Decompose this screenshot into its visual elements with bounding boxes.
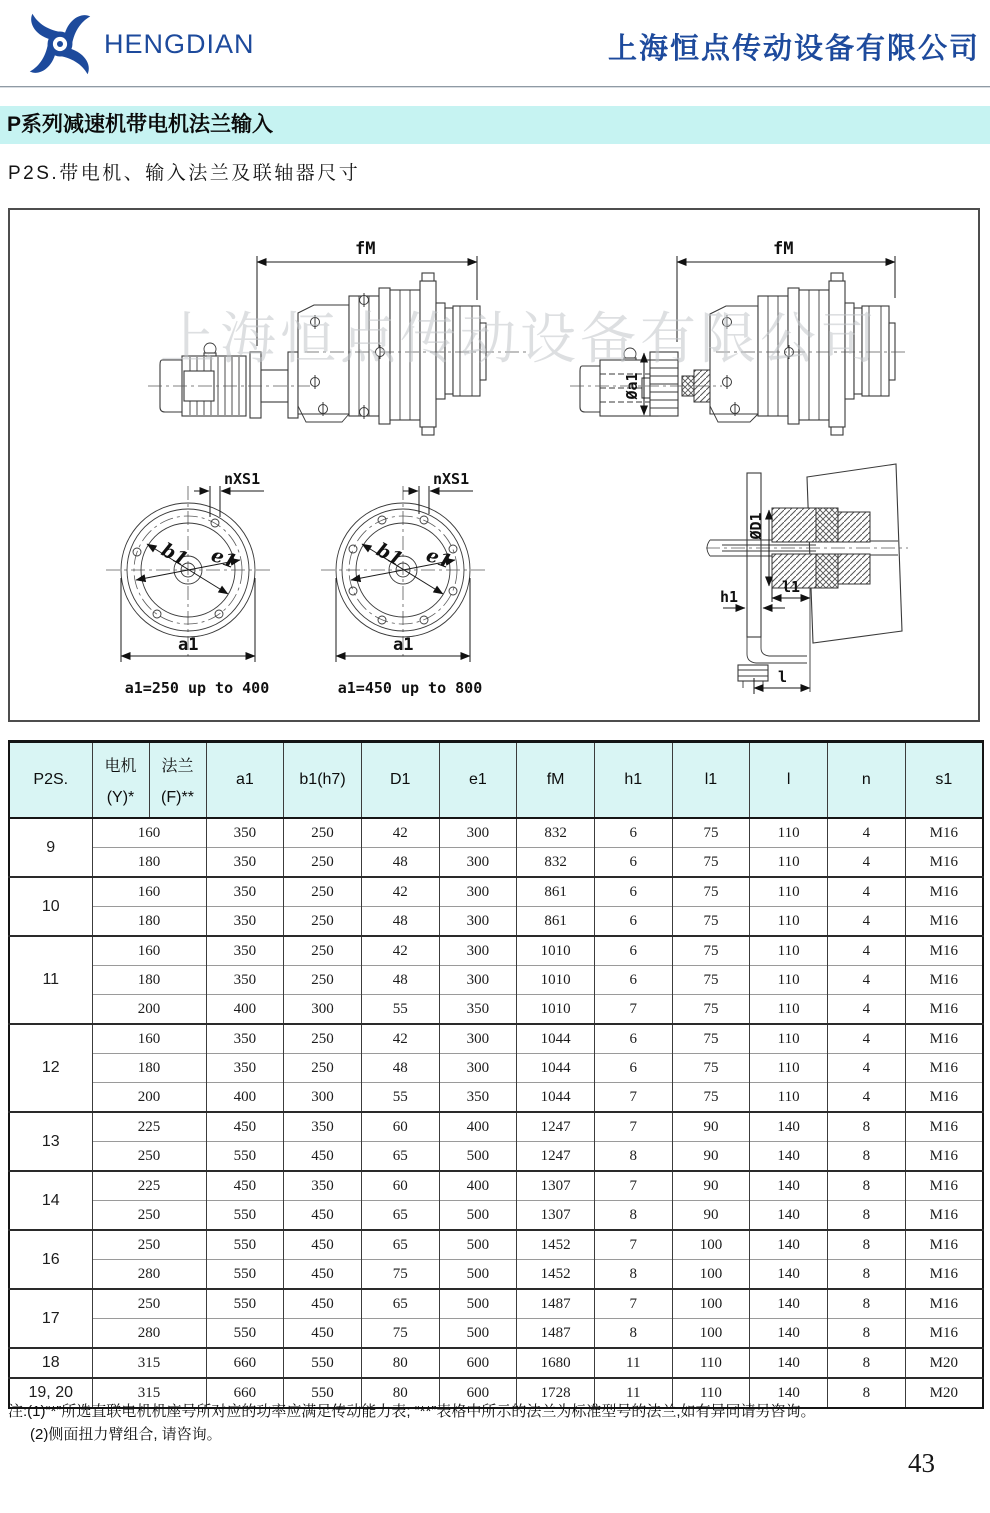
dim-cell: 250 [284, 848, 362, 878]
dim-cell: 550 [206, 1230, 284, 1260]
motor-size-cell: 315 [92, 1348, 206, 1378]
dim-cell: M16 [905, 1201, 983, 1231]
dim-cell: 1307 [517, 1201, 595, 1231]
dim-cell: 100 [672, 1319, 750, 1349]
dim-cell: 42 [361, 877, 439, 907]
dim-cell: 550 [284, 1378, 362, 1408]
dim-cell: 110 [672, 1348, 750, 1378]
dim-cell: 1680 [517, 1348, 595, 1378]
dim-cell: 550 [206, 1289, 284, 1319]
dim-cell: M16 [905, 995, 983, 1025]
dim-cell: 110 [750, 966, 828, 995]
col-header-l: l [750, 742, 828, 819]
motor-size-cell: 250 [92, 1289, 206, 1319]
dim-cell: M16 [905, 1024, 983, 1054]
dim-cell: 300 [439, 907, 517, 937]
table-row [9, 818, 983, 848]
dim-cell: 8 [828, 1201, 906, 1231]
table-row [9, 1083, 983, 1113]
dim-cell: 4 [828, 995, 906, 1025]
dim-cell: 1010 [517, 995, 595, 1025]
size-cell: 17 [9, 1289, 92, 1348]
dim-cell: M16 [905, 848, 983, 878]
dim-cell: 4 [828, 848, 906, 878]
dim-cell: 6 [594, 936, 672, 966]
dim-cell: 4 [828, 877, 906, 907]
dim-cell: 140 [750, 1378, 828, 1408]
motor-size-cell: 180 [92, 907, 206, 937]
dim-cell: 48 [361, 966, 439, 995]
dim-cell: 110 [750, 1054, 828, 1083]
dim-cell: M16 [905, 1230, 983, 1260]
dim-cell: 8 [594, 1201, 672, 1231]
dim-cell: 6 [594, 818, 672, 848]
dim-cell: 400 [206, 1083, 284, 1113]
motor-size-cell: 160 [92, 1024, 206, 1054]
l-label: l [778, 668, 788, 686]
col-header-flange: 法兰 (F)** [149, 742, 206, 819]
motor-size-cell: 160 [92, 818, 206, 848]
dim-cell: 7 [594, 1112, 672, 1142]
motor-size-cell: 180 [92, 848, 206, 878]
dim-cell: 6 [594, 877, 672, 907]
dim-cell: 500 [439, 1201, 517, 1231]
dim-cell: 110 [750, 1024, 828, 1054]
dim-cell: 4 [828, 1054, 906, 1083]
dim-cell: 65 [361, 1201, 439, 1231]
dim-cell: 80 [361, 1348, 439, 1378]
dimension-table [8, 740, 984, 1409]
dim-cell: 110 [750, 848, 828, 878]
dim-cell: 450 [206, 1112, 284, 1142]
flange-front-view-small [106, 470, 270, 697]
table-row [9, 1201, 983, 1231]
table-row [9, 1348, 983, 1378]
a1-label-left: a1 [178, 635, 199, 655]
dim-cell: 1307 [517, 1171, 595, 1201]
dim-cell: 450 [284, 1289, 362, 1319]
dim-cell: 1487 [517, 1319, 595, 1349]
dim-cell: 350 [206, 936, 284, 966]
dim-cell: 8 [594, 1142, 672, 1172]
col-header-h1: h1 [594, 742, 672, 819]
col-header-d1: D1 [361, 742, 439, 819]
dim-cell: 75 [672, 1024, 750, 1054]
dim-cell: 861 [517, 877, 595, 907]
dim-cell: 250 [284, 818, 362, 848]
dim-cell: 550 [206, 1260, 284, 1290]
dim-cell: 75 [361, 1319, 439, 1349]
dim-cell: 11 [594, 1348, 672, 1378]
dim-cell: 90 [672, 1112, 750, 1142]
dim-cell: M20 [905, 1348, 983, 1378]
dim-cell: M20 [905, 1378, 983, 1408]
dim-cell: 550 [284, 1348, 362, 1378]
dim-cell: 300 [284, 1083, 362, 1113]
dim-cell: M16 [905, 818, 983, 848]
dim-cell: 400 [206, 995, 284, 1025]
a1-label-right: a1 [393, 635, 414, 655]
dim-cell: 400 [439, 1112, 517, 1142]
motor-size-cell: 280 [92, 1260, 206, 1290]
dim-cell: 1247 [517, 1142, 595, 1172]
table-body [9, 818, 983, 1408]
table-row [9, 1112, 983, 1142]
company-logo [28, 12, 255, 76]
col-header-fm: fM [517, 742, 595, 819]
dim-cell: 7 [594, 995, 672, 1025]
dim-cell: 350 [439, 1083, 517, 1113]
dim-cell: 8 [828, 1378, 906, 1408]
table-row [9, 936, 983, 966]
motor-size-cell: 180 [92, 1054, 206, 1083]
dim-cell: 300 [439, 877, 517, 907]
dim-cell: 90 [672, 1142, 750, 1172]
dim-cell: 42 [361, 936, 439, 966]
fm-label-right: fM [773, 239, 794, 259]
dim-cell: 8 [828, 1230, 906, 1260]
dim-cell: 660 [206, 1348, 284, 1378]
dim-cell: 300 [439, 1024, 517, 1054]
motor-size-cell: 200 [92, 995, 206, 1025]
dim-cell: 4 [828, 1024, 906, 1054]
technical-drawing [10, 210, 978, 720]
pinwheel-logo-icon [28, 12, 92, 76]
dim-cell: 660 [206, 1378, 284, 1408]
dim-cell: 300 [439, 1054, 517, 1083]
dim-cell: 75 [361, 1260, 439, 1290]
dim-cell: 6 [594, 966, 672, 995]
dim-cell: 250 [284, 1024, 362, 1054]
dim-cell: 75 [672, 848, 750, 878]
dim-cell: 7 [594, 1289, 672, 1319]
od1-label: ØD1 [747, 512, 765, 540]
dim-cell: 140 [750, 1142, 828, 1172]
dim-cell: 450 [284, 1319, 362, 1349]
dim-cell: 350 [439, 995, 517, 1025]
dim-cell: 7 [594, 1230, 672, 1260]
dim-cell: 500 [439, 1289, 517, 1319]
dim-cell: 350 [206, 1054, 284, 1083]
table-row [9, 877, 983, 907]
nxs1-label-left: nXS1 [224, 470, 261, 488]
footnote-2: (2)侧面扭力臂组合, 请咨询。 [30, 1426, 222, 1443]
dim-cell: 500 [439, 1230, 517, 1260]
dim-cell: 832 [517, 818, 595, 848]
dim-cell: 110 [750, 995, 828, 1025]
dim-cell: 65 [361, 1230, 439, 1260]
dim-cell: 75 [672, 1083, 750, 1113]
dim-cell: 300 [439, 818, 517, 848]
e1-label: e1 [423, 544, 455, 574]
dim-cell: 6 [594, 1024, 672, 1054]
dim-cell: 75 [672, 877, 750, 907]
size-cell: 13 [9, 1112, 92, 1171]
dim-cell: 42 [361, 818, 439, 848]
dim-cell: 550 [206, 1319, 284, 1349]
size-cell: 19, 20 [9, 1378, 92, 1408]
motor-size-cell: 280 [92, 1319, 206, 1349]
watermark: 上海恒点传动设备有限公司 [160, 307, 880, 372]
col-header-b1h7: b1(h7) [284, 742, 362, 819]
footnotes [8, 1402, 980, 1445]
dim-cell: 8 [594, 1319, 672, 1349]
dim-cell: 100 [672, 1289, 750, 1319]
dim-cell: 6 [594, 848, 672, 878]
dim-cell: 450 [206, 1171, 284, 1201]
dim-cell: 1010 [517, 936, 595, 966]
dim-cell: M16 [905, 1142, 983, 1172]
table-header-row [9, 742, 983, 819]
dim-cell: 500 [439, 1260, 517, 1290]
dim-cell: 600 [439, 1348, 517, 1378]
dim-cell: 48 [361, 907, 439, 937]
dim-cell: 140 [750, 1230, 828, 1260]
size-cell: 14 [9, 1171, 92, 1230]
dim-cell: 861 [517, 907, 595, 937]
dim-cell: 65 [361, 1289, 439, 1319]
dim-cell: 8 [828, 1260, 906, 1290]
dim-cell: 250 [284, 877, 362, 907]
motor-size-cell: 250 [92, 1142, 206, 1172]
dim-cell: 11 [594, 1378, 672, 1408]
dim-cell: 350 [206, 877, 284, 907]
dim-cell: 140 [750, 1201, 828, 1231]
motor-size-cell: 315 [92, 1378, 206, 1408]
dim-cell: 250 [284, 1054, 362, 1083]
dim-cell: 75 [672, 966, 750, 995]
dim-cell: 110 [672, 1378, 750, 1408]
dim-cell: 1044 [517, 1054, 595, 1083]
caption-right: a1=450 up to 800 [337, 679, 483, 697]
dim-cell: M16 [905, 1289, 983, 1319]
dim-cell: 250 [284, 907, 362, 937]
dim-cell: 350 [206, 848, 284, 878]
technical-drawing-panel [8, 208, 980, 722]
dim-cell: M16 [905, 1112, 983, 1142]
coupling-detail-view [706, 464, 908, 694]
dim-cell: 110 [750, 907, 828, 937]
dim-cell: 140 [750, 1319, 828, 1349]
col-header-l1: l1 [672, 742, 750, 819]
table-row [9, 1024, 983, 1054]
dim-cell: 140 [750, 1289, 828, 1319]
col-header-s1: s1 [905, 742, 983, 819]
dim-cell: 550 [206, 1201, 284, 1231]
table-row [9, 1171, 983, 1201]
size-cell: 10 [9, 877, 92, 936]
table-row [9, 1142, 983, 1172]
dim-cell: 600 [439, 1378, 517, 1408]
oa1-label: Øa1 [623, 372, 641, 400]
company-name: 上海恒点传动设备有限公司 [607, 33, 980, 65]
col-header-a1: a1 [206, 742, 284, 819]
dim-cell: 450 [284, 1201, 362, 1231]
size-cell: 11 [9, 936, 92, 1024]
dim-cell: 500 [439, 1319, 517, 1349]
dim-cell: 350 [206, 966, 284, 995]
nxs1-label-right: nXS1 [433, 470, 470, 488]
section-subtitle: P2S.带电机、输入法兰及联轴器尺寸 [8, 163, 361, 184]
motor-size-cell: 250 [92, 1201, 206, 1231]
size-cell: 12 [9, 1024, 92, 1112]
dim-cell: 1452 [517, 1230, 595, 1260]
dim-cell: 100 [672, 1260, 750, 1290]
table-row [9, 995, 983, 1025]
dim-cell: 6 [594, 1054, 672, 1083]
dim-cell: 300 [439, 966, 517, 995]
dim-cell: 1044 [517, 1024, 595, 1054]
dim-cell: 350 [206, 1024, 284, 1054]
flange-front-view-large [321, 470, 485, 697]
dim-cell: 140 [750, 1348, 828, 1378]
dim-cell: 42 [361, 1024, 439, 1054]
dim-cell: M16 [905, 1083, 983, 1113]
dim-cell: 8 [828, 1319, 906, 1349]
size-cell: 9 [9, 818, 92, 877]
dim-cell: 500 [439, 1142, 517, 1172]
l1-label: l1 [782, 578, 801, 596]
dim-cell: 450 [284, 1260, 362, 1290]
dim-cell: 832 [517, 848, 595, 878]
dim-cell: M16 [905, 1054, 983, 1083]
table-row [9, 966, 983, 995]
dim-cell: 8 [594, 1260, 672, 1290]
table-row [9, 1260, 983, 1290]
dim-cell: 75 [672, 818, 750, 848]
b1-label: b1 [372, 538, 407, 571]
motor-size-cell: 250 [92, 1230, 206, 1260]
dim-cell: M16 [905, 907, 983, 937]
dim-cell: M16 [905, 877, 983, 907]
dim-cell: 75 [672, 936, 750, 966]
dim-cell: 8 [828, 1112, 906, 1142]
motor-size-cell: 225 [92, 1171, 206, 1201]
dim-cell: 300 [439, 936, 517, 966]
header-divider [0, 86, 990, 88]
dim-cell: 1010 [517, 966, 595, 995]
dim-cell: 450 [284, 1142, 362, 1172]
motor-size-cell: 225 [92, 1112, 206, 1142]
logo-text: HENGDIAN [104, 28, 255, 59]
dim-cell: 8 [828, 1171, 906, 1201]
dim-cell: 350 [206, 907, 284, 937]
dim-cell: 110 [750, 936, 828, 966]
footnote-1: 注:(1)“*”所选直联电机机座号所对应的功率应满足传动能力表; “**”表格中所示的法兰为标准型号的法兰,如有异同请另咨询。 [8, 1403, 816, 1420]
dim-cell: 140 [750, 1112, 828, 1142]
dim-cell: 1728 [517, 1378, 595, 1408]
dim-cell: 48 [361, 1054, 439, 1083]
dim-cell: M16 [905, 1171, 983, 1201]
size-cell: 16 [9, 1230, 92, 1289]
dim-cell: 450 [284, 1230, 362, 1260]
col-header-p2s: P2S. [9, 742, 92, 819]
dim-cell: 90 [672, 1171, 750, 1201]
dim-cell: 7 [594, 1083, 672, 1113]
dim-cell: 80 [361, 1378, 439, 1408]
dim-cell: 48 [361, 848, 439, 878]
dim-cell: 300 [439, 848, 517, 878]
dim-cell: 1452 [517, 1260, 595, 1290]
dim-cell: 60 [361, 1112, 439, 1142]
dim-cell: 400 [439, 1171, 517, 1201]
col-header-e1: e1 [439, 742, 517, 819]
dim-cell: 100 [672, 1230, 750, 1260]
dim-cell: 75 [672, 1054, 750, 1083]
h1-label: h1 [720, 588, 739, 606]
dim-cell: 250 [284, 936, 362, 966]
dim-cell: 140 [750, 1260, 828, 1290]
dim-cell: 110 [750, 877, 828, 907]
fm-label-left: fM [355, 239, 376, 259]
dim-cell: 75 [672, 907, 750, 937]
dim-cell: 55 [361, 995, 439, 1025]
motor-size-cell: 180 [92, 966, 206, 995]
col-header-n: n [828, 742, 906, 819]
dim-cell: 6 [594, 907, 672, 937]
table-row [9, 907, 983, 937]
dim-cell: 4 [828, 936, 906, 966]
dim-cell: M16 [905, 1319, 983, 1349]
dim-cell: 1044 [517, 1083, 595, 1113]
table-row [9, 1230, 983, 1260]
dim-cell: M16 [905, 936, 983, 966]
dim-cell: 8 [828, 1348, 906, 1378]
dim-cell: 110 [750, 1083, 828, 1113]
dim-cell: 140 [750, 1171, 828, 1201]
dim-cell: 300 [284, 995, 362, 1025]
dim-cell: 75 [672, 995, 750, 1025]
dim-cell: 7 [594, 1171, 672, 1201]
col-header-motor: 电机 (Y)* [92, 742, 149, 819]
dim-cell: 110 [750, 818, 828, 848]
dim-cell: 1247 [517, 1112, 595, 1142]
dim-cell: M16 [905, 1260, 983, 1290]
table-row [9, 1319, 983, 1349]
dim-cell: 4 [828, 818, 906, 848]
motor-size-cell: 200 [92, 1083, 206, 1113]
size-cell: 18 [9, 1348, 92, 1378]
dim-cell: 1487 [517, 1289, 595, 1319]
dim-cell: 350 [284, 1112, 362, 1142]
dim-cell: 60 [361, 1171, 439, 1201]
page-number: 43 [908, 1448, 935, 1478]
dim-cell: 65 [361, 1142, 439, 1172]
b1-label: b1 [157, 538, 192, 571]
table-row [9, 848, 983, 878]
caption-left: a1=250 up to 400 [124, 679, 270, 697]
dim-cell: 350 [284, 1171, 362, 1201]
dim-cell: 8 [828, 1142, 906, 1172]
table-row [9, 1289, 983, 1319]
dim-cell: 8 [828, 1289, 906, 1319]
dim-cell: 90 [672, 1201, 750, 1231]
dim-cell: 55 [361, 1083, 439, 1113]
dim-cell: 4 [828, 1083, 906, 1113]
series-banner: P系列减速机带电机法兰输入 [0, 106, 990, 144]
dim-cell: 4 [828, 907, 906, 937]
dim-cell: 250 [284, 966, 362, 995]
e1-label: e1 [208, 544, 240, 574]
dim-cell: 550 [206, 1142, 284, 1172]
dim-cell: M16 [905, 966, 983, 995]
dim-cell: 350 [206, 818, 284, 848]
motor-size-cell: 160 [92, 936, 206, 966]
table-row [9, 1054, 983, 1083]
dim-cell: 4 [828, 966, 906, 995]
motor-size-cell: 160 [92, 877, 206, 907]
